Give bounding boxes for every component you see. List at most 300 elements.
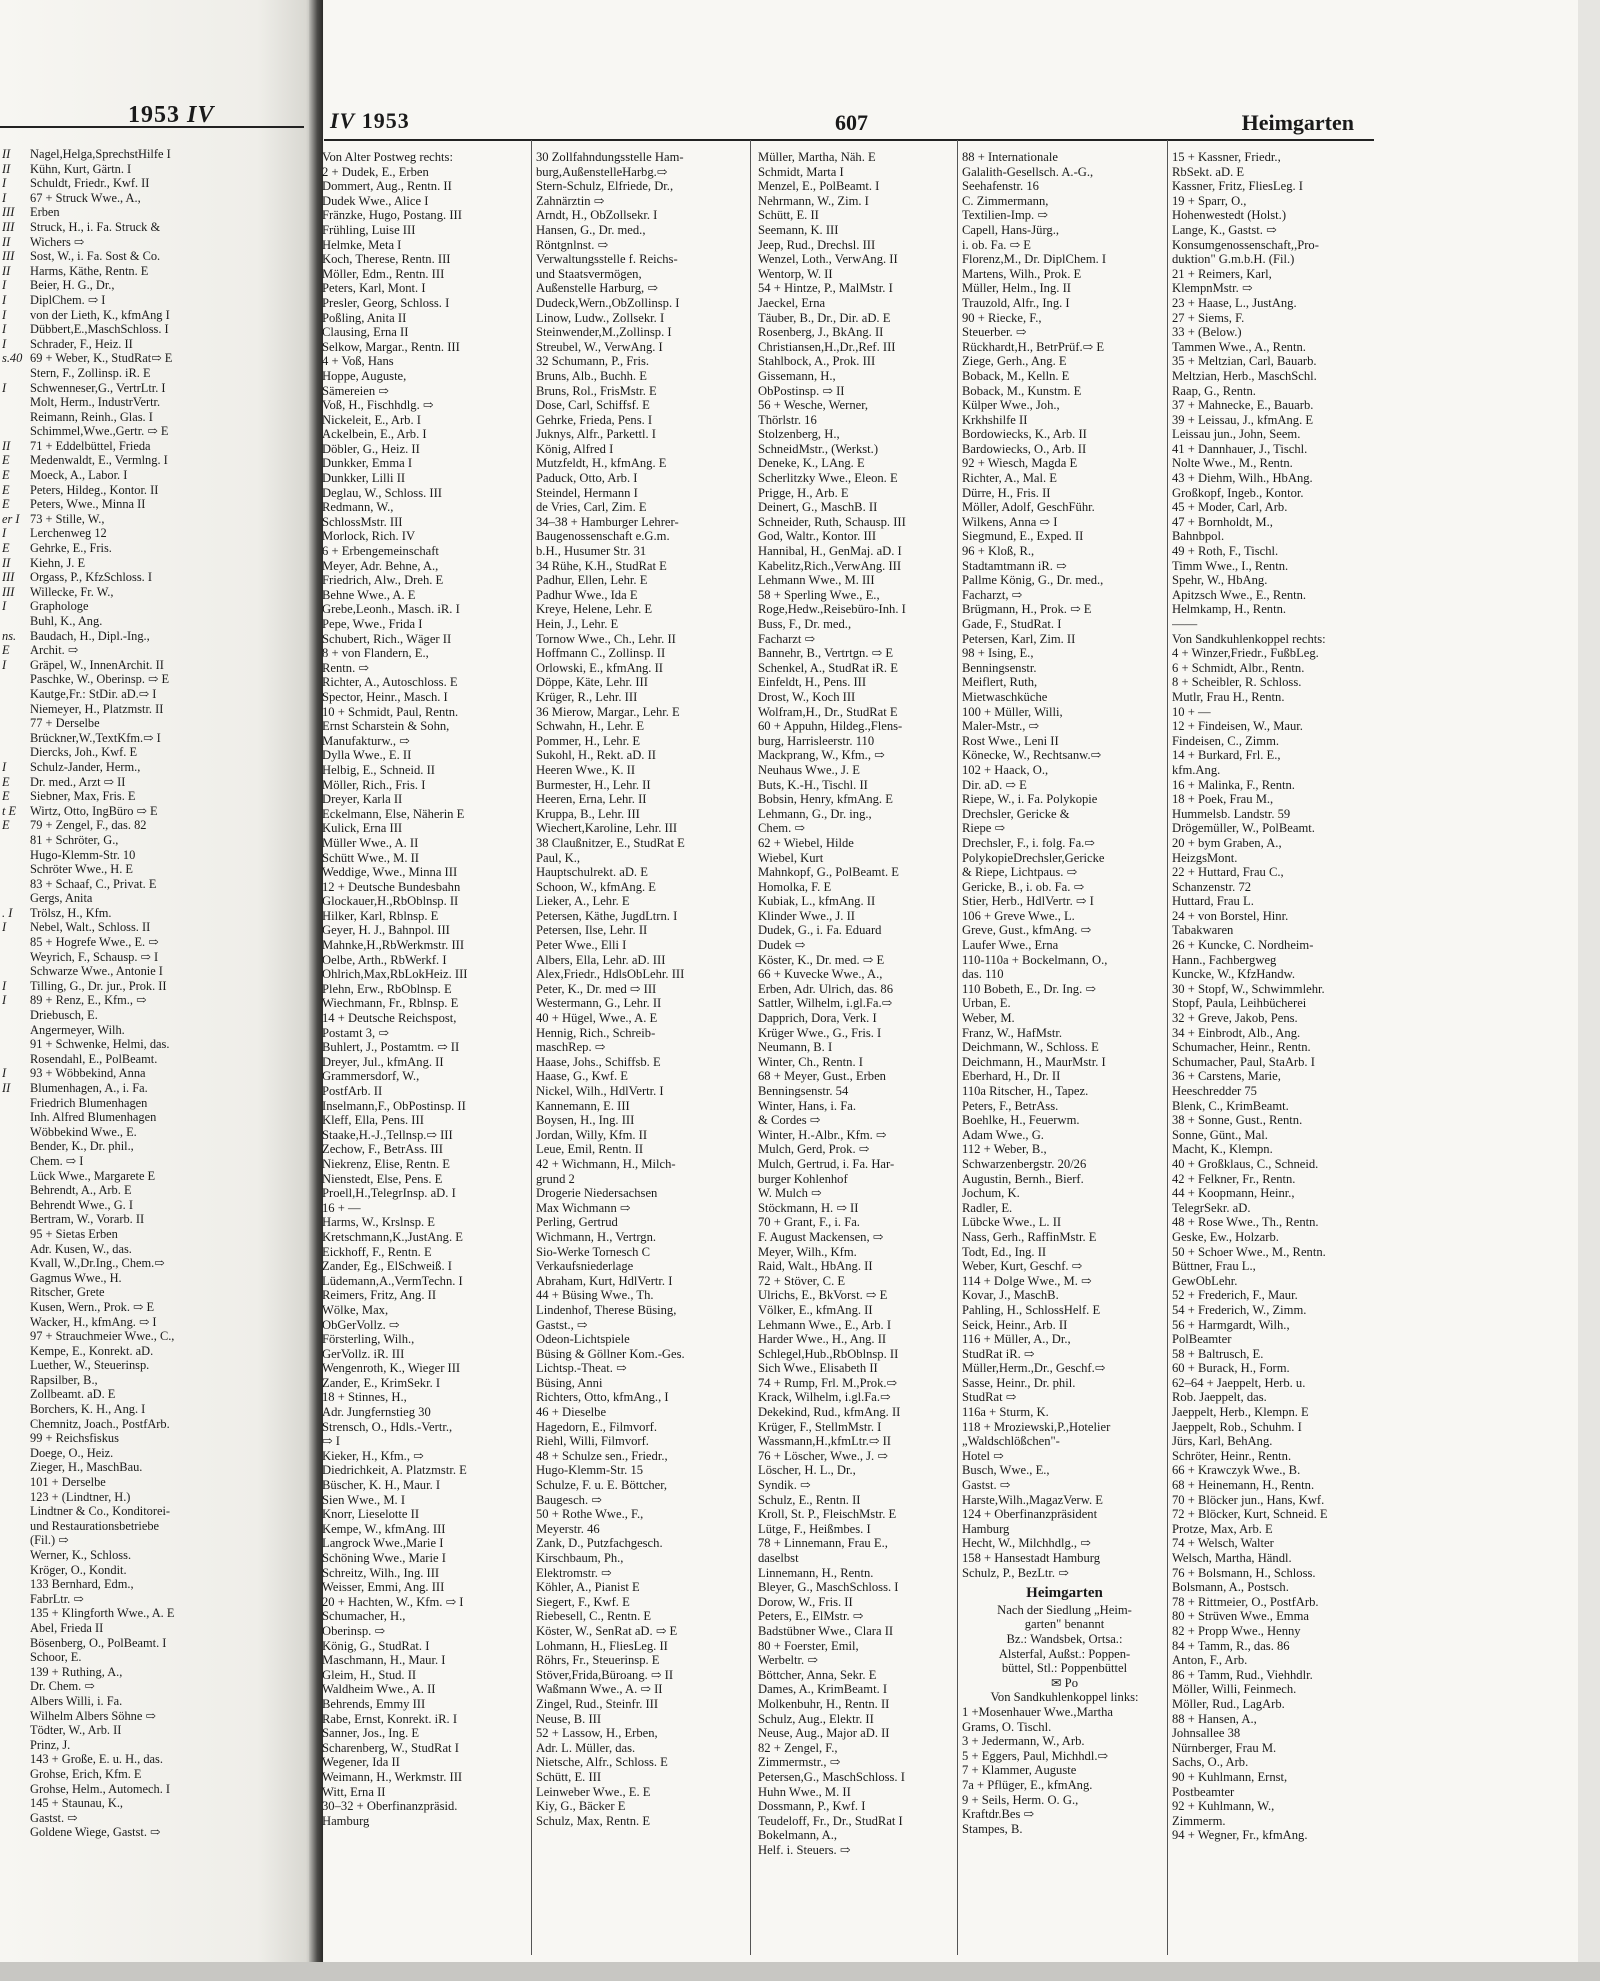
directory-entry: 42 + Felkner, Fr., Rentn. (1172, 1171, 1296, 1186)
directory-entry: 40 + Hügel, Wwe., A. E (536, 1011, 658, 1026)
left-page-entry (2, 1446, 256, 1461)
left-page-entry-text: Inh. Alfred Blumenhagen (30, 1110, 157, 1125)
left-page-entry-text: Sost, W., i. Fa. Sost & Co. (30, 249, 161, 264)
directory-entry: 16 + — (322, 1200, 361, 1215)
left-page-entry-text: Werner, K., Schloss. (30, 1548, 132, 1562)
directory-entry: Spehr, W., HbAng. (1172, 573, 1268, 588)
left-page-entry-text: Archit. ⇨ (30, 643, 79, 658)
left-page-entry-text: Ritscher, Grete (30, 1285, 105, 1300)
left-page-entry-text: 139 + Ruthing, A., (30, 1664, 123, 1679)
directory-entry: Roge,Hedw.,Reisebüro-Inh. I (758, 602, 906, 617)
left-page-margin-mark (2, 1592, 30, 1607)
directory-entry: Weddige, Wwe., Minna III (322, 865, 458, 880)
left-page-entry-text: Kautge,Fr.: StDir. aD.⇨ I (30, 686, 157, 701)
left-page-margin-mark (2, 1358, 30, 1373)
left-page-header (128, 102, 214, 129)
directory-entry: Gericke, B., i. ob. Fa. ⇨ (962, 879, 1085, 894)
directory-entry: Lohmann, H., FliesLeg. II (536, 1638, 668, 1653)
left-page-entry-text: Adr. Kusen, W., das. (30, 1241, 132, 1256)
directory-entry: Krüger, F., StellmMstr. I (758, 1419, 882, 1434)
directory-entry: Blenk, C., KrimBeamt. (1172, 1098, 1289, 1113)
left-page-entry (2, 147, 256, 162)
directory-entry: 30 + Stopf, W., Schwimmlehr. (1172, 981, 1325, 996)
directory-entry: 32 + Greve, Jakob, Pens. (1172, 1011, 1298, 1026)
left-page-margin-mark: I (2, 599, 7, 614)
directory-entry: 116a + Sturm, K. (962, 1405, 1049, 1420)
directory-entry: Grammersdorf, W., (322, 1069, 420, 1084)
directory-entry: Bruns, Alb., Buchh. E (536, 368, 647, 383)
directory-entry: Von Sandkuhlenkoppel rechts: (1172, 631, 1326, 646)
left-page-entry-text: Lindtner & Co., Konditorei- (30, 1504, 171, 1519)
directory-entry: 60 + Appuhn, Hildeg.,Flens- (758, 719, 903, 734)
directory-entry: Kovar, J., MaschB. (962, 1288, 1059, 1303)
left-page-entry-text: Behrendt Wwe., G. I (30, 1197, 133, 1212)
directory-entry: Hoffmann C., Zollinsp. II (536, 646, 666, 661)
directory-entry: 94 + Wegner, Fr., kfmAng. (1172, 1828, 1308, 1843)
directory-entry: Teudeloff, Fr., Dr., StudRat I (758, 1813, 903, 1828)
directory-entry: 60 + Burack, H., Form. (1172, 1361, 1290, 1376)
directory-entry: Mulch, Gerd, Prok. ⇨ (758, 1142, 870, 1157)
directory-entry: Dürre, H., Fris. II (962, 485, 1051, 500)
directory-entry: Heeren Wwe., K. II (536, 762, 636, 777)
left-page-entry (2, 381, 256, 396)
left-page-entry-text: Zollbeamt. aD. E (30, 1387, 116, 1402)
directory-entry: Stopf, Paula, Leihbücherei (1172, 996, 1307, 1011)
directory-entry: 114 + Dolge Wwe., M. ⇨ (962, 1273, 1092, 1288)
directory-entry: Helbig, E., Schneid. II (322, 762, 435, 777)
left-page-entry (2, 993, 256, 1008)
directory-entry: Proell,H.,TelegrInsp. aD. I (322, 1186, 456, 1201)
directory-entry: Franz, W., HafMstr. (962, 1025, 1063, 1040)
directory-entry: Wassmann,H.,kfmLtr.⇨ II (758, 1434, 892, 1449)
directory-entry: Zingel, Rud., Steinfr. III (536, 1696, 659, 1711)
directory-entry: Lehmann Wwe., E., Arb. I (758, 1317, 892, 1332)
directory-entry: Clausing, Erna II (322, 325, 409, 340)
directory-entry: Chem. ⇨ (758, 821, 805, 836)
book-binding (309, 0, 323, 1981)
directory-entry: 3 + Jedermann, W., Arb. (962, 1734, 1085, 1749)
left-page-margin-mark (2, 1811, 30, 1826)
directory-entry: 88 + Internationale (962, 150, 1058, 164)
left-page-margin-mark (2, 1096, 30, 1111)
directory-entry: Peter, K., Dr. med ⇨ III (536, 981, 657, 996)
directory-entry: Nietsche, Alfr., Schloss. E (536, 1755, 668, 1770)
directory-entry: 32 Schumann, P., Fris. (536, 354, 650, 369)
left-page-entry-text: 145 + Staunau, K., (30, 1796, 124, 1811)
directory-entry: Bannehr, B., Vertrtgn. ⇨ E (758, 646, 894, 661)
directory-entry: Padhur, Ellen, Lehr. E (536, 573, 648, 588)
directory-entry: Müller, Helm., Ing. II (962, 281, 1071, 296)
directory-entry: Findeisen, C., Zimm. (1172, 733, 1280, 748)
directory-entry: & Cordes ⇨ (758, 1113, 821, 1128)
left-page-listing (2, 147, 256, 1840)
left-page-entry (2, 848, 256, 863)
directory-entry: Jordan, Willy, Kfm. II (536, 1127, 648, 1142)
directory-entry: Kiy, G., Bäcker E (536, 1799, 626, 1814)
left-page-entry-text: DiplChem. ⇨ I (30, 292, 106, 307)
directory-entry: Winter, Hans, i. Fa. (758, 1098, 856, 1113)
directory-entry: Dudeck,Wern.,ObZollinsp. I (536, 295, 680, 310)
directory-entry: Gehrke, Frieda, Pens. I (536, 412, 653, 427)
left-page-entry-text: Bösenberg, O., PolBeamt. I (30, 1635, 167, 1650)
directory-entry: Sanner, Jos., Ing. E (322, 1726, 420, 1741)
directory-entry: Wiechmann, Fr., Rblnsp. E (322, 996, 459, 1011)
left-page-margin-mark: ns. (2, 628, 17, 643)
directory-entry: Schlegel,Hub.,RbOblnsp. II (758, 1346, 899, 1361)
directory-entry: Leue, Emil, Rentn. II (536, 1142, 644, 1157)
directory-entry: Müller Wwe., A. II (322, 835, 419, 850)
directory-entry: Meltzian, Herb., MaschSchl. (1172, 368, 1317, 383)
directory-entry: Baugenossenschaft e.G.m. (536, 529, 670, 544)
directory-entry: Dunkker, Lilli II (322, 471, 406, 486)
left-page-margin-mark (2, 1154, 30, 1169)
directory-entry: Mutzfeldt, H., kfmAng. E (536, 456, 667, 471)
directory-entry: Stampes, B. (962, 1821, 1023, 1836)
left-page-entry (2, 497, 256, 512)
column-divider (531, 140, 532, 1955)
left-page-margin-mark: I (2, 657, 7, 672)
left-page-entry-text: 89 + Renz, E., Kfm., ⇨ (30, 993, 147, 1008)
directory-entry: Peters, Karl, Mont. I (322, 281, 426, 296)
street-heading: Heimgarten (1241, 110, 1354, 135)
left-page-entry-text: Orgass, P., KfzSchloss. I (30, 570, 152, 585)
directory-entry: 116 + Müller, A., Dr., (962, 1332, 1071, 1347)
directory-entry: Ohlrich,Max,RbLokHeiz. III (322, 967, 468, 982)
directory-entry: 92 + Kuhlmann, W., (1172, 1799, 1275, 1814)
directory-entry: Wenzel, Loth., VerwAng. II (758, 252, 898, 267)
directory-entry: 1 +Mosenhauer Wwe.,Martha (962, 1704, 1113, 1719)
directory-entry: Möller, Edm., Rentn. III (322, 266, 445, 281)
left-page-margin-mark: E (2, 789, 10, 804)
directory-entry: Büsing & Göllner Kom.-Ges. (536, 1346, 685, 1361)
directory-entry: duktion" G.m.b.H. (Fil.) (1172, 252, 1295, 267)
left-page-margin-mark: I (2, 322, 7, 337)
left-page-margin-mark: I (2, 190, 7, 205)
left-page-entry-text: Niemeyer, H., Platzmstr. II (30, 701, 164, 716)
directory-entry: Westermann, G., Lehr. II (536, 996, 662, 1011)
left-page-margin-mark (2, 1825, 30, 1840)
directory-entry: Dekekind, Rud., kfmAng. II (758, 1405, 901, 1420)
column-divider (957, 140, 958, 1955)
directory-entry: Poßling, Anita II (322, 310, 407, 325)
left-page-entry (2, 1052, 256, 1067)
directory-entry: Buts, K.-H., Tischl. II (758, 777, 868, 792)
directory-entry: König, Alfred I (536, 441, 614, 456)
directory-entry: Behne Wwe., A. E (322, 587, 416, 602)
directory-entry: Tammen Wwe., A., Rentn. (1172, 339, 1306, 354)
left-page-margin-mark (2, 1227, 30, 1242)
directory-entry: Wegener, Ida II (322, 1755, 400, 1770)
scan-margin-bottom (0, 1962, 1600, 1981)
directory-entry: Hohenwestedt (Holst.) (1172, 208, 1287, 223)
left-page-margin-mark: E (2, 541, 10, 556)
directory-entry: Selkow, Margar., Rentn. III (322, 339, 460, 354)
left-page-entry-text: Behrendt, A., Arb. E (30, 1183, 132, 1198)
left-page-entry-text: Schröter Wwe., H. E (30, 862, 133, 877)
left-page-entry (2, 1460, 256, 1475)
directory-entry: Busch, Wwe., E., (962, 1463, 1050, 1478)
directory-entry: Adr. L. Müller, das. (536, 1740, 636, 1755)
directory-entry: 36 + Carstens, Marie, (1172, 1069, 1281, 1084)
directory-entry: Paduck, Otto, Arb. I (536, 471, 638, 486)
directory-entry: Schumacher, Heinr., Rentn. (1172, 1040, 1311, 1055)
left-page-entry (2, 220, 256, 235)
directory-entry: Friedrich, Alw., Dreh. E (322, 573, 444, 588)
scan-margin-right (1578, 0, 1600, 1981)
left-page-margin-mark (2, 395, 30, 410)
directory-entry: 38 Claußnitzer, E., StudRat E (536, 835, 685, 850)
directory-entry: Möller, Adolf, GeschFühr. (962, 500, 1095, 515)
directory-entry: Thörlstr. 16 (758, 412, 817, 427)
directory-entry: 78 + Rittmeier, O., PostfArb. (1172, 1594, 1319, 1609)
directory-entry: Dreyer, Karla II (322, 792, 403, 807)
directory-entry: Postamt 3, ⇨ (322, 1025, 389, 1040)
left-page-entry (2, 950, 256, 965)
left-page-entry-text: 93 + Wöbbekind, Anna (30, 1066, 146, 1081)
directory-entry: 48 + Schulze sen., Friedr., (536, 1448, 668, 1463)
directory-entry: Schulz, Aug., Elektr. II (758, 1711, 874, 1726)
directory-entry: Radler, E. (962, 1200, 1013, 1215)
directory-entry: KlempnMstr. ⇨ (1172, 281, 1253, 296)
directory-entry: Harms, W., Krslnsp. E (322, 1215, 435, 1230)
directory-entry: Eberhard, H., Dr. II (962, 1069, 1061, 1084)
directory-entry: Boback, M., Kunstm. E (962, 383, 1082, 398)
directory-entry: PolBeamter (1172, 1332, 1232, 1347)
left-page-entry-text: Kühn, Kurt, Gärtn. I (30, 161, 132, 176)
left-page-margin-mark (2, 1650, 30, 1665)
directory-entry: Jaeppelt, Rob., Schuhm. I (1172, 1419, 1302, 1434)
directory-entry: Neuse, Aug., Major aD. II (758, 1726, 890, 1741)
left-page-entry-text: Schwarze Wwe., Antonie I (30, 964, 163, 979)
directory-entry: GewObLehr. (1172, 1273, 1238, 1288)
directory-entry: Krack, Wilhelm, i.gl.Fa.⇨ (758, 1390, 891, 1405)
left-page-entry (2, 322, 256, 337)
directory-entry: Koch, Therese, Rentn. III (322, 252, 451, 267)
left-page-margin-mark (2, 1387, 30, 1402)
directory-entry: Welsch, Martha, Händl. (1172, 1551, 1292, 1565)
directory-entry: de Vries, Carl, Zim. E (536, 500, 647, 515)
directory-entry: 80 + Strüven Wwe., Emma (1172, 1609, 1309, 1624)
left-page-entry (2, 1256, 256, 1271)
left-page-entry (2, 862, 256, 877)
directory-entry: i. ob. Fa. ⇨ E (962, 237, 1031, 252)
directory-entry: Mulch, Gertrud, i. Fa. Har- (758, 1156, 895, 1171)
left-page-entry (2, 1198, 256, 1213)
directory-entry: Scharenberg, W., StudRat I (322, 1740, 459, 1755)
directory-entry: StudRat ⇨ (962, 1390, 1017, 1405)
directory-entry: Steuerber. ⇨ (962, 325, 1027, 340)
directory-entry: SchlossMstr. III (322, 514, 403, 529)
left-page-entry-text: Dr. Chem. ⇨ (30, 1679, 95, 1694)
left-page-entry-text: Dr. med., Arzt ⇨ II (30, 774, 126, 789)
directory-entry: Seick, Heinr., Arb. II (962, 1317, 1068, 1332)
left-page-entry (2, 512, 256, 527)
directory-entry: Kubiak, L., kfmAng. II (758, 894, 876, 909)
left-page-entry-text: Lerchenweg 12 (30, 526, 107, 541)
directory-entry: Werbeltr. ⇨ (758, 1653, 818, 1668)
directory-entry: TelegrSekr. aD. (1172, 1200, 1251, 1215)
directory-entry: Böttcher, Anna, Sekr. E (758, 1667, 877, 1682)
left-page-entry (2, 1767, 256, 1782)
directory-entry: Stöver,Frida,Büroang. ⇨ II (536, 1667, 674, 1682)
directory-entry: 88 + Hansen, A., (1172, 1711, 1257, 1726)
directory-entry: 35 + Meltzian, Carl, Bauarb. (1172, 354, 1317, 369)
directory-entry: Streubel, W., VerwAng. I (536, 339, 663, 354)
directory-entry: Timm Wwe., I., Rentn. (1172, 558, 1289, 573)
directory-entry: Schneider, Ruth, Schausp. III (758, 514, 906, 529)
directory-entry: 56 + Wesche, Werner, (758, 398, 869, 413)
left-page-entry-text: Bertram, W., Vorarb. II (30, 1212, 145, 1227)
directory-entry: Schütt Wwe., M. II (322, 850, 420, 865)
directory-entry: Sasse, Heinr., Dr. phil. (962, 1375, 1076, 1390)
directory-entry: Riepe, W., i. Fa. Polykopie (962, 792, 1098, 807)
directory-entry: Schwahn, H., Lehr. E (536, 719, 645, 734)
directory-entry: Krüger Wwe., G., Fris. I (758, 1025, 882, 1040)
left-page-entry-text: 71 + Eddelbüttel, Frieda (30, 438, 151, 453)
directory-entry: Hoppe, Auguste, (322, 368, 407, 383)
directory-entry: SchneidMstr., (Werkst.) (758, 441, 879, 456)
left-page-margin-mark: II (2, 147, 11, 161)
directory-entry: Hauptschulrekt. aD. E (536, 865, 648, 880)
directory-entry: 102 + Haack, O., (962, 762, 1049, 777)
directory-entry: Peter Wwe., Elli I (536, 938, 627, 953)
left-page-entry (2, 935, 256, 950)
directory-entry: Hecht, W., Milchhdlg., ⇨ (962, 1536, 1091, 1551)
directory-entry: Döbler, G., Heiz. II (322, 441, 420, 456)
left-page-margin-mark (2, 1110, 30, 1125)
directory-entry: Rosenberg, J., BkAng. II (758, 325, 884, 340)
directory-entry: 30–32 + Oberfinanzpräsid. (322, 1799, 458, 1814)
directory-entry: Boysen, H., Ing. III (536, 1113, 635, 1128)
directory-entry: Benningsenstr. (962, 660, 1037, 675)
directory-entry: Harder Wwe., H., Ang. II (758, 1332, 887, 1347)
directory-entry: Löscher, H. L., Dr., (758, 1463, 856, 1478)
directory-entry: Schmidt, Marta I (758, 164, 844, 179)
directory-entry: Deneke, K., LAng. E (758, 456, 865, 471)
directory-entry: Möller, Rud., LagArb. (1172, 1696, 1285, 1711)
directory-entry: Dames, A., KrimBeamt. I (758, 1682, 888, 1697)
left-page-entry-text: 85 + Hogrefe Wwe., E. ⇨ (30, 935, 159, 950)
directory-entry: 76 + Löscher, Wwe., J. ⇨ (758, 1448, 888, 1463)
directory-entry: HeizgsMont. (1172, 850, 1238, 865)
directory-entry: 43 + Diehm, Wilh., HbAng. (1172, 471, 1313, 486)
directory-entry: Perling, Gertrud (536, 1215, 618, 1230)
directory-entry: Steindel, Hermann I (536, 485, 638, 500)
directory-entry: b.H., Husumer Str. 31 (536, 544, 647, 559)
directory-entry: Stern-Schulz, Elfriede, Dr., (536, 179, 674, 194)
directory-entry: Nolte Wwe., M., Rentn. (1172, 456, 1293, 471)
left-page-margin-mark (2, 1037, 30, 1052)
directory-entry: Augustin, Bernh., Bierf. (962, 1171, 1084, 1186)
directory-entry: Elektromstr. ⇨ (536, 1565, 612, 1580)
left-page-margin-mark: t E (2, 803, 17, 818)
left-page-entry-text: 135 + Klingforth Wwe., A. E (30, 1606, 175, 1621)
left-page-margin-mark (2, 687, 30, 702)
left-page-entry (2, 1533, 256, 1548)
section-note: Von Sandkuhlenkoppel links: (990, 1690, 1139, 1705)
directory-entry: Konsumgenossenschaft,,Pro- (1172, 237, 1319, 252)
directory-entry: Drost, W., Koch III (758, 689, 856, 704)
directory-entry: Neuse, B. III (536, 1711, 602, 1726)
directory-entry: 80 + Foerster, Emil, (758, 1638, 859, 1653)
left-page-entry (2, 1358, 256, 1373)
directory-entry: Deglau, W., Schloss. III (322, 485, 442, 500)
directory-entry: RbSekt. aD. E (1172, 164, 1245, 179)
directory-entry: 7a + Pflüger, E., kfmAng. (962, 1777, 1093, 1792)
directory-entry: Dapprich, Dora, Verk. I (758, 1011, 877, 1026)
directory-entry: Seemann, K. III (758, 222, 839, 237)
directory-entry: Steinwender,M.,Zollinsp. I (536, 325, 672, 340)
directory-entry: Sukohl, H., Rekt. aD. II (536, 748, 656, 763)
left-page-entry (2, 249, 256, 264)
directory-entry: 34 Rühe, K.H., StudRat E (536, 558, 667, 573)
directory-entry: Wiechert,Karoline, Lehr. III (536, 821, 678, 836)
directory-entry: 38 + Sonne, Gust., Rentn. (1172, 1113, 1303, 1128)
directory-entry: 34–38 + Hamburger Lehrer- (536, 514, 679, 529)
directory-entry: Trauzold, Alfr., Ing. I (962, 295, 1070, 310)
directory-entry: Schreitz, Wilh., Ing. III (322, 1565, 440, 1580)
left-page-year: 1953 (128, 102, 180, 128)
directory-entry: Schöning Wwe., Marie I (322, 1551, 446, 1565)
left-page-entry-text: FabrLtr. ⇨ (30, 1591, 84, 1606)
left-page-margin-mark (2, 1636, 30, 1651)
left-page-entry (2, 906, 256, 921)
left-page-entry-text: Erben (30, 205, 60, 220)
directory-entry: 92 + Wiesch, Magda E (962, 456, 1078, 471)
directory-entry: 96 + Kloß, R., (962, 544, 1035, 559)
left-page-entry (2, 541, 256, 556)
left-page-entry (2, 293, 256, 308)
left-page-margin-mark: . I (2, 905, 13, 920)
directory-entry: Ernst Scharstein & Sohn, (322, 719, 450, 734)
directory-entry: 19 + Sparr, O., (1172, 193, 1247, 208)
directory-entry: 112 + Weber, B., (962, 1142, 1047, 1157)
directory-entry: Haase, Johs., Schiffsb. E (536, 1054, 661, 1069)
left-page-entry (2, 556, 256, 571)
left-page-entry-text: und Restaurationsbetriebe (30, 1518, 160, 1533)
directory-entry: Büscher, K. H., Maur. I (322, 1478, 441, 1493)
column-divider (1167, 140, 1168, 1955)
left-page-entry (2, 1300, 256, 1315)
left-page-entry-text: Siebner, Max, Fris. E (30, 789, 136, 804)
directory-entry: Weimann, H., Werkmstr. III (322, 1769, 463, 1784)
directory-entry: Sämereien ⇨ (322, 383, 389, 398)
directory-entry: Manufakturw., ⇨ (322, 733, 410, 748)
directory-entry: Lehmann Wwe., M. III (758, 573, 875, 588)
directory-entry: Grebe,Leonh., Masch. iR. I (322, 602, 460, 617)
left-page-margin-mark (2, 1300, 30, 1315)
directory-entry: Anton, F., Arb. (1172, 1653, 1248, 1668)
directory-entry: Meyerstr. 46 (536, 1521, 600, 1536)
directory-entry: 20 + Hachten, W., Kfm. ⇨ I (322, 1594, 464, 1609)
left-page-margin-mark: II (2, 555, 11, 570)
left-page-entry (2, 483, 256, 498)
directory-entry: Huhn Wwe., M. II (758, 1784, 851, 1799)
left-page-entry-text: Abel, Frieda II (30, 1620, 104, 1635)
directory-entry: Johnsallee 38 (1172, 1726, 1241, 1741)
directory-entry: Max Wichmann ⇨ (536, 1200, 631, 1215)
left-page-entry-text: Zieger, H., MaschBau. (30, 1460, 143, 1475)
left-page-margin-mark (2, 1271, 30, 1286)
left-page-entry-text: Beier, H. G., Dr., (30, 278, 115, 293)
left-page-entry-text: Kempe, E., Konrekt. aD. (30, 1343, 154, 1358)
left-page-entry-text: Dübbert,E.,MaschSchloss. I (30, 322, 169, 337)
directory-entry: 90 + Riecke, F., (962, 310, 1042, 325)
directory-entry: 82 + Propp Wwe., Henny (1172, 1623, 1301, 1638)
directory-entry: Leinweber Wwe., E. E (536, 1784, 651, 1799)
directory-entry: Glockauer,H.,RbOblnsp. II (322, 894, 459, 909)
directory-entry: Röhrs, Fr., Steuerinsp. E (536, 1653, 660, 1668)
